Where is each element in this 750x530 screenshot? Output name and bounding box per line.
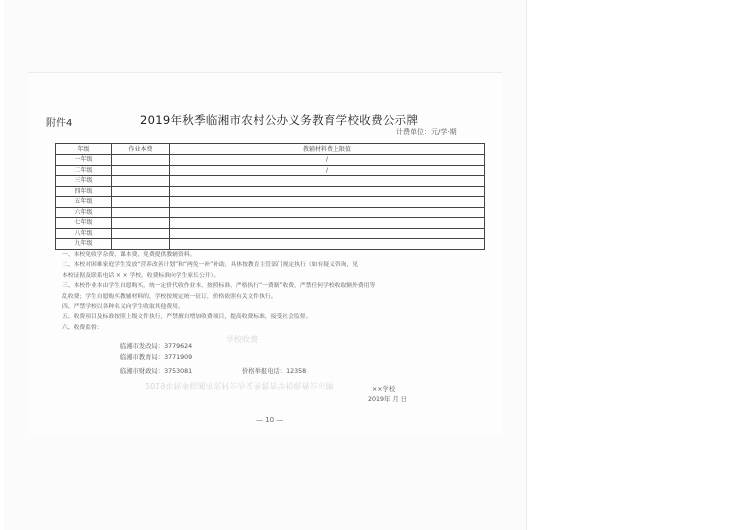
fee-cell <box>112 228 170 239</box>
fee-cell <box>112 186 170 197</box>
grade-cell: 四年级 <box>56 186 112 197</box>
phone-price-report: 价格举报电话：12358 <box>242 368 307 375</box>
fee-cell <box>112 176 170 187</box>
table-row <box>56 155 485 166</box>
unit-note: 计费单位：元/学·期 <box>396 128 457 136</box>
phone-finance: 临湘市财政局：3753081 <box>120 368 193 375</box>
note-line: 二、本校对困难家庭学生发放“营养改善计划”和“两免一补”补助，具体按教育主管部门规定执行（如有疑义咨询，见 <box>62 262 359 269</box>
fee-cell <box>112 218 170 229</box>
note-line: 一、本校免收学杂费、课本费，免费提供教辅资料。 <box>62 252 196 258</box>
materials-cell <box>170 239 485 250</box>
materials-cell: / <box>170 165 485 176</box>
table-row <box>56 176 485 187</box>
materials-cell <box>170 228 485 239</box>
column-header: 教辅材料费上限值 <box>170 144 485 155</box>
notes-section <box>62 250 492 333</box>
document-title: 2019年秋季临湘市农村公办义务教育学校收费公示牌 <box>140 113 419 127</box>
table-row <box>56 218 485 229</box>
fee-cell <box>112 197 170 208</box>
materials-cell <box>170 207 485 218</box>
note-line: 乱收费；学生自愿购买教辅材料的，学校按规定统一征订，价格依照有关文件执行。 <box>62 293 277 300</box>
bleed-through-text: 学校收费 <box>226 335 258 344</box>
note-line: 四、严禁学校以各种名义向学生收取其他费用。 <box>62 304 184 311</box>
grade-cell: 八年级 <box>56 228 112 239</box>
materials-cell: / <box>170 155 485 166</box>
grade-cell: 五年级 <box>56 197 112 208</box>
phone-dev-reform: 临湘市发改局：3779624 <box>120 343 193 350</box>
bleed-through-text: 2019年秋季临湘市农村公办义务教育学校收费公示牌 <box>145 381 334 390</box>
grade-cell: 二年级 <box>56 165 112 176</box>
table-header-row <box>56 144 485 155</box>
note-line: 五、收费项目及标准按照上级文件执行，严禁擅自增加收费项目，提高收费标准，接受社会监督。 <box>62 314 312 321</box>
table-row <box>56 165 485 176</box>
note-line: 本校证据及联系电话 × × 学校。收费标准向学生家长公开）。 <box>62 272 220 279</box>
grade-cell: 六年级 <box>56 207 112 218</box>
phone-education: 临湘市教育局：3771909 <box>120 354 193 361</box>
grade-cell: 一年级 <box>56 155 112 166</box>
fee-cell <box>112 207 170 218</box>
fee-cell <box>112 165 170 176</box>
attachment-label: 附件4 <box>46 118 73 129</box>
fee-cell <box>112 155 170 166</box>
table-row <box>56 197 485 208</box>
signature-date: 2019年 月 日 <box>368 396 407 403</box>
fee-table <box>55 143 485 250</box>
materials-cell <box>170 218 485 229</box>
fee-cell <box>112 239 170 250</box>
materials-cell <box>170 176 485 187</box>
materials-cell <box>170 197 485 208</box>
column-header: 年级 <box>56 144 112 155</box>
school-signature: ××学校 <box>372 386 396 393</box>
grade-cell: 九年级 <box>56 239 112 250</box>
grade-cell: 七年级 <box>56 218 112 229</box>
note-line: 三、本校作业本由学生自愿购买，统一定价代收作业本，按照标准，严格执行“一费制”收费，严禁任何学校收取额外费用等 <box>62 283 376 290</box>
grade-cell: 三年级 <box>56 176 112 187</box>
page-number: — 10 — <box>256 416 284 424</box>
note-line: 六、收费监督： <box>62 324 103 331</box>
table-row <box>56 186 485 197</box>
column-header: 作业本费 <box>112 144 170 155</box>
table-row <box>56 207 485 218</box>
table-row <box>56 239 485 250</box>
table-row <box>56 228 485 239</box>
materials-cell <box>170 186 485 197</box>
